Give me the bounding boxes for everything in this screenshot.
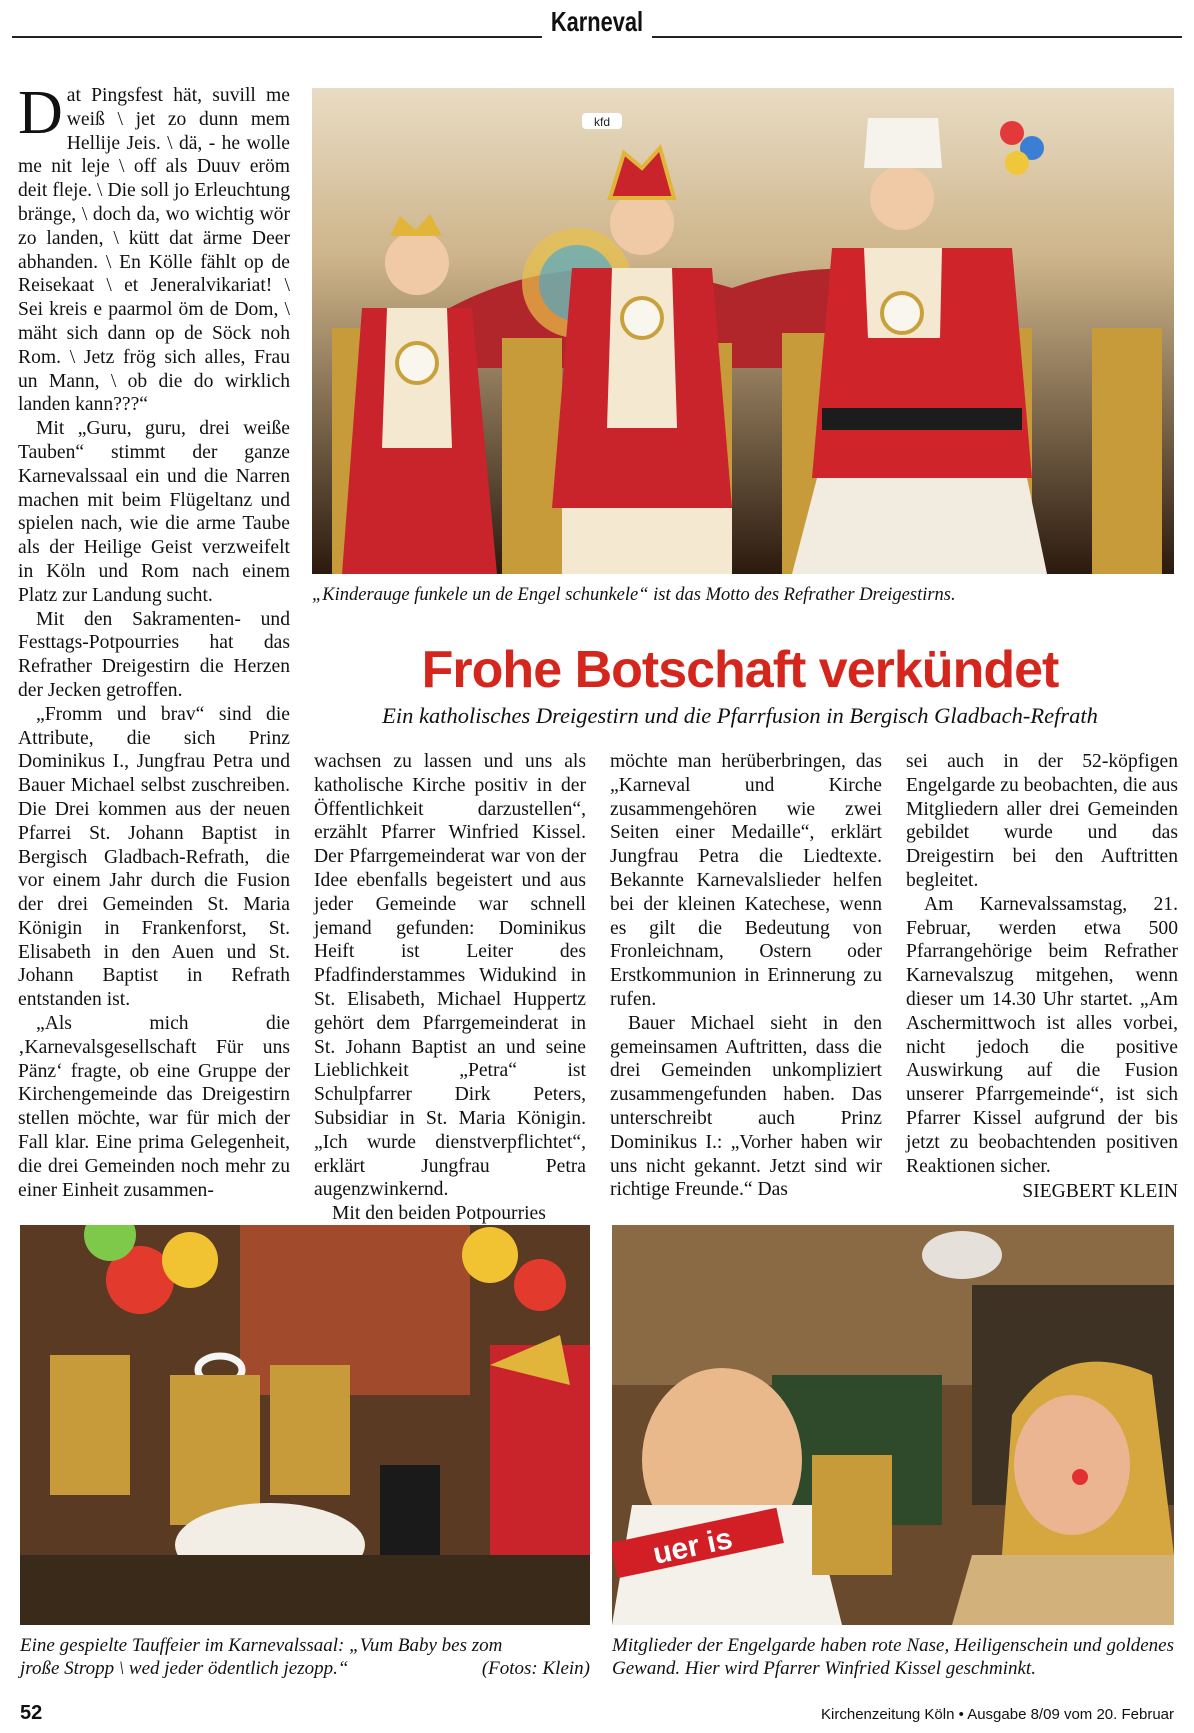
article-paragraph: Mit „Guru, guru, drei weiße Tauben“ stimmt der ganze Karnevalssaal ein und die Narren machen mit beim Flügeltanz und spielen nach, wie die arme Taube als der Heilige Geist verzweifelt in Köln und Rom nach einem Platz zur Landung sucht. — [18, 418, 290, 606]
article-paragraph: „Als mich die ‚Karnevalsgesellschaft Für uns Pänz‘ fragte, ob eine Gruppe der Kirchengemeinde das Dreigestirn stellen möchte, war für mich der Fall klar. Eine prima Gelegenheit, die drei Gemeinden noch mehr zu einer Einheit zusammen- — [18, 1013, 290, 1201]
bottom-left-caption — [20, 1634, 590, 1680]
photo-dreigestirn-illustration — [312, 88, 1174, 574]
scarf-text: uer is — [650, 1522, 736, 1571]
photo-credit: (Fotos: Klein) — [481, 1658, 590, 1679]
article-column-3 — [610, 750, 882, 1202]
section-title: Karneval — [550, 6, 644, 37]
photo-tauffeier — [20, 1225, 590, 1625]
bottom-left-caption-line-1: Eine gespielte Tauffeier im Karnevalssaal: „Vum Baby bes zom — [20, 1635, 503, 1656]
header-rule-right — [652, 36, 1182, 38]
photo-dreigestirn — [312, 88, 1174, 574]
article-column-1 — [18, 79, 290, 1202]
photo-engelgarde — [612, 1225, 1174, 1625]
top-photo-caption: „Kinderauge funkele un de Engel schunkele“ ist das Motto des Refrather Dreigestirns. — [312, 585, 956, 605]
kfd-badge: kfd — [593, 115, 611, 129]
article-column-4 — [906, 750, 1178, 1204]
bottom-right-caption: Mitglieder der Engelgarde haben rote Nase, Heiligenschein und goldenes Gewand. Hier wird Pfarrer Winfried Kissel geschminkt. — [612, 1635, 1174, 1679]
article-paragraph: Dat Pingsfest hät, suvill me weiß \ jet zo dunn mem Hellije Jeis. \ dä, - he wolle me nit leje \ off als Duuv eröm deit fleje. \ Die soll jo Erleuchtung bränge, \ doch da, wo wichtig wör zo landen, \ kütt dat ärme Deer abhanden. \ En Kölle fählt op de Reisekaat \ et Jeneralvikariat! \ Sei kreis e paarmol öm de Dom, \ mäht sich dann op de Söck noh Rom. \ Jetz frög sich alles, Frau un Mann, \ ob die do wirklich landen kann???“ — [18, 79, 290, 416]
headline: Frohe Botschaft verkündet — [421, 641, 1059, 699]
article-paragraph: möchte man herüberbringen, das „Karneval und Kirche zusammengehören wie zwei Seiten einer Medaille“, erklärt Jungfrau Petra die Liedtexte. Bekannte Karnevalslieder helfen bei der kleinen Katechese, wenn es gilt die Bedeutung von Fronleichnam, Ostern oder Erstkommunion in Erinnerung zu rufen. — [610, 751, 882, 1010]
bottom-left-caption-line-2: jroße Stropp \ wed jeder ödentlich jezopp.“ — [20, 1658, 349, 1679]
dropcap: D — [18, 79, 63, 147]
article-paragraph: Bauer Michael sieht in den gemeinsamen Auftritten, dass die drei Gemeinden unkompliziert zusammengefunden haben. Das unterschreibt auch Prinz Dominikus I.: „Vorher haben wir uns nicht gekannt. Jetzt sind wir richtige Freunde.“ Das — [610, 1012, 882, 1201]
page-number: 52 — [20, 1702, 43, 1724]
article-paragraph: Am Karnevalssamstag, 21. Februar, werden etwa 500 Pfarrangehörige beim Refrather Karnevalszug mitgehen, wenn dieser um 14.30 Uhr startet. „Am Aschermittwoch ist alles vorbei, nicht jedoch die positive Auswirkung auf die Fusion unserer Pfarrgemeinde“, ist sich Pfarrer Kissel aufgrund der bis jetzt zu beobachtenden positiven Reaktionen sicher. — [906, 893, 1178, 1177]
photo-tauffeier-illustration — [20, 1225, 590, 1625]
article-column-2 — [314, 750, 586, 1226]
article-paragraph: sei auch in der 52-köpfigen Engelgarde zu beobachten, die aus Mitgliedern aller drei Gemeinden gebildet wurde und das Dreigestirn bei den Auftritten begleitet. — [906, 751, 1178, 891]
article-paragraph: „Fromm und brav“ sind die Attribute, die sich Prinz Dominikus I., Jungfrau Petra und Bauer Michael selbst zuschreiben. Die Drei kommen aus der neuen Pfarrei St. Johann Baptist in Bergisch Gladbach-Refrath, die vor einem Jahr durch die Fusion der drei Gemeinden St. Maria Königin in Frankenforst, St. Elisabeth in den Auen und St. Johann Baptist in Refrath entstanden ist. — [18, 703, 290, 1011]
article-paragraph: Mit den beiden Potpourries — [332, 1203, 546, 1225]
publication-info: Kirchenzeitung Köln • Ausgabe 8/09 vom 20. Februar — [821, 1706, 1174, 1723]
article-paragraph: Mit den Sakramenten- und Festtags-Potpourries hat das Refrather Dreigestirn die Herzen der Jecken getroffen. — [18, 608, 290, 701]
subheadline: Ein katholisches Dreigestirn und die Pfarrfusion in Bergisch Gladbach-Refrath — [382, 703, 1098, 728]
author-byline: SIEGBERT KLEIN — [1022, 1181, 1178, 1203]
photo-engelgarde-illustration — [612, 1225, 1174, 1625]
article-paragraph: wachsen zu lassen und uns als katholische Kirche positiv in der Öffentlichkeit darzustellen“, erzählt Pfarrer Winfried Kissel. Der Pfarrgemeinderat war von der Idee ebenfalls begeistert und aus jeder Gemeinde war schnell jemand gefunden: Dominikus Heift ist Leiter des Pfadfinderstammes Widukind in St. Elisabeth, Michael Huppertz gehört dem Pfarrgemeinderat in St. Johann Baptist an und seine Lieblichkeit „Petra“ ist Schulpfarrer Dirk Peters, Subsidiar in St. Maria Königin. „Ich wurde dienstverpflichtet“, erklärt Jungfrau Petra augenzwinkernd. — [314, 751, 586, 1201]
